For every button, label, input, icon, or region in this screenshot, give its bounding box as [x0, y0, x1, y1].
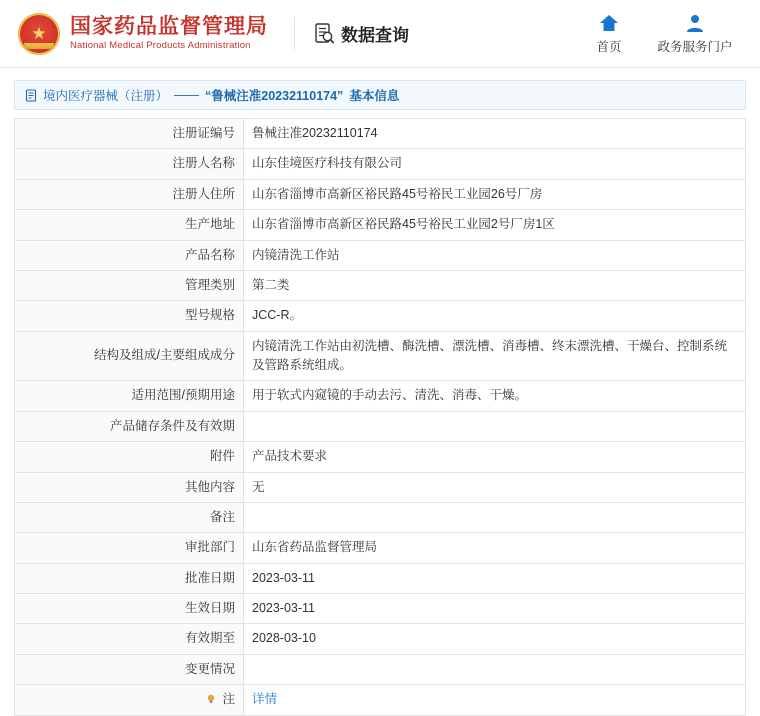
row-label: 适用范围/预期用途: [15, 381, 244, 411]
breadcrumb-category[interactable]: 境内医疗器械（注册）: [43, 89, 169, 103]
user-portal-icon: [684, 13, 706, 33]
header-divider: [294, 17, 295, 51]
row-value: [244, 654, 746, 684]
row-label: 生产地址: [15, 210, 244, 240]
row-value: 山东省淄博市高新区裕民路45号裕民工业园2号厂房1区: [244, 210, 746, 240]
row-value: 内镜清洗工作站由初洗槽、酶洗槽、漂洗槽、消毒槽、终末漂洗槽、干燥台、控制系统及管路系统组成。: [244, 331, 746, 381]
module-title: [315, 21, 409, 46]
national-emblem-icon: [18, 13, 60, 55]
nav-item-home[interactable]: [566, 13, 652, 55]
row-value: 2023-03-11: [244, 594, 746, 624]
info-table-body: [15, 119, 746, 716]
row-label: 生效日期: [15, 594, 244, 624]
row-label: 审批部门: [15, 533, 244, 563]
note-value-cell: [244, 685, 746, 715]
row-value: 山东佳境医疗科技有限公司: [244, 149, 746, 179]
bulb-icon: [206, 691, 216, 701]
row-label: 注册人住所: [15, 179, 244, 209]
table-row: [15, 502, 746, 532]
breadcrumb: [14, 80, 746, 110]
row-value: 2028-03-10: [244, 624, 746, 654]
table-row: [15, 472, 746, 502]
table-row: [15, 381, 746, 411]
table-row: [15, 119, 746, 149]
row-label: 批准日期: [15, 563, 244, 593]
table-row: [15, 149, 746, 179]
detail-link[interactable]: 详情: [252, 692, 278, 707]
row-label: 型号规格: [15, 301, 244, 331]
row-label: 变更情况: [15, 654, 244, 684]
row-label: 产品名称: [15, 240, 244, 270]
breadcrumb-suffix: 基本信息: [349, 89, 400, 103]
info-table-wrap: [0, 110, 760, 716]
table-row: [15, 301, 746, 331]
brand-title-en: National Medical Products Administration: [70, 40, 251, 52]
page-icon: [25, 89, 38, 102]
table-row: [15, 210, 746, 240]
row-label: 有效期至: [15, 624, 244, 654]
row-label: 结构及组成/主要组成成分: [15, 331, 244, 381]
brand-text: [70, 15, 268, 52]
nav-item-home-label: 首页: [596, 39, 622, 54]
header-nav: [566, 13, 738, 55]
table-row: [15, 179, 746, 209]
nav-item-portal[interactable]: [652, 13, 738, 55]
brand-block: [18, 13, 268, 55]
breadcrumb-separator: ——: [174, 88, 200, 102]
row-value: [244, 411, 746, 441]
home-icon: [598, 13, 620, 33]
row-label: 备注: [15, 502, 244, 532]
breadcrumb-wrap: [0, 68, 760, 110]
row-value: JCC-R。: [244, 301, 746, 331]
brand-title-cn: 国家药品监督管理局: [70, 14, 268, 38]
breadcrumb-record: “鲁械注准20232110174”: [205, 89, 344, 103]
table-row: [15, 594, 746, 624]
row-value: 山东省药品监督管理局: [244, 533, 746, 563]
row-value: 鲁械注准20232110174: [244, 119, 746, 149]
row-label: 产品储存条件及有效期: [15, 411, 244, 441]
table-row: [15, 654, 746, 684]
row-value: 产品技术要求: [244, 442, 746, 472]
table-row: [15, 270, 746, 300]
row-value: 用于软式内窥镜的手动去污、清洗、消毒、干燥。: [244, 381, 746, 411]
row-value: 山东省淄博市高新区裕民路45号裕民工业园26号厂房: [244, 179, 746, 209]
table-row: [15, 442, 746, 472]
row-label: 管理类别: [15, 270, 244, 300]
row-label: 其他内容: [15, 472, 244, 502]
row-label: 附件: [15, 442, 244, 472]
registration-info-table: [14, 118, 746, 716]
table-row: [15, 331, 746, 381]
note-label-cell: [15, 685, 244, 715]
site-header: [0, 0, 760, 68]
note-label-text: 注: [222, 692, 235, 707]
module-title-label: 数据查询: [341, 26, 409, 45]
row-value: 内镜清洗工作站: [244, 240, 746, 270]
table-row: [15, 624, 746, 654]
table-row: [15, 533, 746, 563]
table-row: [15, 240, 746, 270]
row-label: 注册证编号: [15, 119, 244, 149]
row-value: [244, 502, 746, 532]
table-row: [15, 411, 746, 441]
nav-item-portal-label: 政务服务门户: [657, 39, 733, 54]
row-label: 注册人名称: [15, 149, 244, 179]
document-search-icon: [315, 23, 334, 44]
table-row-note: [15, 685, 746, 715]
row-value: 2023-03-11: [244, 563, 746, 593]
row-value: 第二类: [244, 270, 746, 300]
table-row: [15, 563, 746, 593]
row-value: 无: [244, 472, 746, 502]
